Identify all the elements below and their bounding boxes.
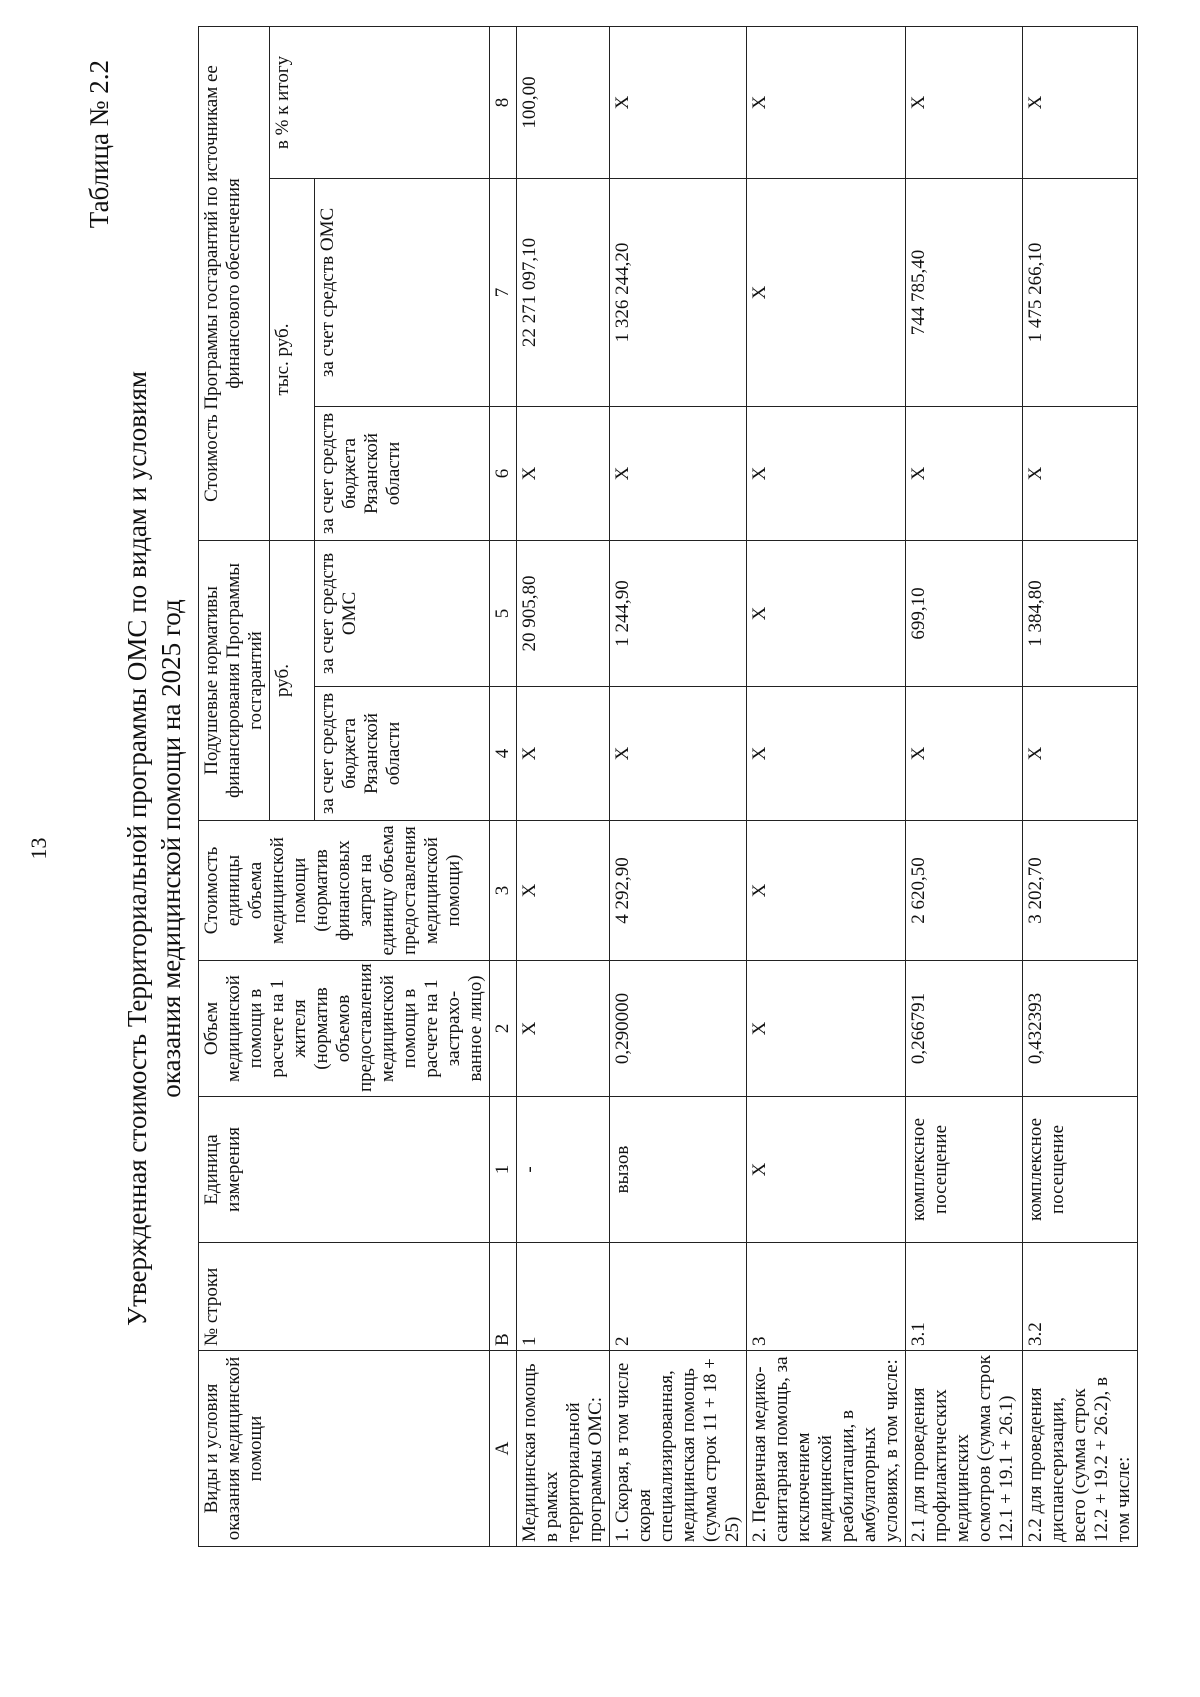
header-col-7: за счет средств ОМС: [315, 179, 490, 407]
row-pc-budget: Х: [906, 687, 1023, 821]
table-label: Таблица № 2.2: [84, 60, 114, 229]
header-col-8: в % к итогу: [270, 27, 490, 179]
row-cost-oms: 1 326 244,20: [610, 179, 747, 407]
row-percent: Х: [610, 27, 747, 179]
row-volume: 0,266791: [906, 961, 1023, 1097]
row-cost-budget: Х: [1023, 407, 1138, 541]
header-col-b: № строки: [199, 1243, 490, 1351]
row-percent: Х: [1023, 27, 1138, 179]
row-cost-oms: 22 271 097,10: [517, 179, 610, 407]
row-percent: Х: [747, 27, 906, 179]
row-name: 1. Скорая, в том числе скорая специализированная, медицинская помощь (сумма строк 11 + 18 + 25): [610, 1351, 747, 1547]
row-unit: комплексное посещение: [1023, 1097, 1138, 1243]
row-unit-cost: Х: [747, 821, 906, 961]
row-line-number: 3: [747, 1243, 906, 1351]
row-pc-budget: Х: [517, 687, 610, 821]
header-col-4: за счет средств бюджета Рязанской области: [315, 687, 490, 821]
row-name: 2.2 для проведения диспансеризации, всего (сумма строк 12.2 + 19.2 + 26.2), в том числе:: [1023, 1351, 1138, 1547]
row-volume: 0,290000: [610, 961, 747, 1097]
row-pc-oms: 20 905,80: [517, 541, 610, 687]
row-name: 2.1 для проведения профилактических медицинских осмотров (сумма строк 12.1 + 19.1 + 26.1): [906, 1351, 1023, 1547]
colnum-4: 4: [490, 687, 517, 821]
cost-table: [198, 26, 1138, 1547]
header-col-a: Виды и условия оказания медицинской помощи: [199, 1351, 490, 1547]
colnum-5: 5: [490, 541, 517, 687]
row-cost-budget: Х: [610, 407, 747, 541]
colnum-7: 7: [490, 179, 517, 407]
row-pc-budget: Х: [1023, 687, 1138, 821]
table-row: [517, 27, 610, 1547]
row-unit: Х: [747, 1097, 906, 1243]
row-line-number: 3.2: [1023, 1243, 1138, 1351]
row-unit: вызов: [610, 1097, 747, 1243]
colnum-2: 2: [490, 961, 517, 1097]
row-cost-oms: 744 785,40: [906, 179, 1023, 407]
colnum-a: А: [490, 1351, 517, 1547]
row-name: Медицинская помощь в рамках территориальной программы ОМС:: [517, 1351, 610, 1547]
header-per-capita-unit: руб.: [270, 541, 315, 821]
colnum-6: 6: [490, 407, 517, 541]
row-line-number: 1: [517, 1243, 610, 1351]
title-line-2: оказания медицинской помощи на 2025 год: [156, 599, 186, 1098]
row-pc-budget: Х: [747, 687, 906, 821]
document-title: [120, 0, 188, 1697]
table-row: [1023, 27, 1138, 1547]
row-volume: 0,432393: [1023, 961, 1138, 1097]
row-unit-cost: Х: [517, 821, 610, 961]
row-cost-oms: 1 475 266,10: [1023, 179, 1138, 407]
row-unit-cost: 4 292,90: [610, 821, 747, 961]
colnum-8: 8: [490, 27, 517, 179]
header-group-cost: Стоимость Программы госгарантий по источникам ее финансового обеспечения: [199, 27, 270, 541]
row-pc-oms: 1 384,80: [1023, 541, 1138, 687]
row-pc-oms: Х: [747, 541, 906, 687]
colnum-b: В: [490, 1243, 517, 1351]
row-cost-budget: Х: [747, 407, 906, 541]
row-cost-oms: Х: [747, 179, 906, 407]
colnum-3: 3: [490, 821, 517, 961]
title-line-1: Утвержденная стоимость Территориальной программы ОМС по видам и условиям: [122, 371, 152, 1326]
row-line-number: 2: [610, 1243, 747, 1351]
row-percent: Х: [906, 27, 1023, 179]
header-col-5: за счет средств ОМС: [315, 541, 490, 687]
table-row: [610, 27, 747, 1547]
row-pc-budget: Х: [610, 687, 747, 821]
row-percent: 100,00: [517, 27, 610, 179]
header-col-3: Стоимость единицы объема медицинской помощи (норматив финансовых затрат на единицу объема предоставления медицинской помощи): [199, 821, 490, 961]
row-unit: -: [517, 1097, 610, 1243]
row-volume: Х: [747, 961, 906, 1097]
colnum-1: 1: [490, 1097, 517, 1243]
row-pc-oms: 1 244,90: [610, 541, 747, 687]
header-cost-unit: тыс. руб.: [270, 179, 315, 541]
row-unit-cost: 2 620,50: [906, 821, 1023, 961]
header-col-2: Объем медицинской помощи в расчете на 1 жителя (норматив объемов предоставления медицинской помощи в расчете на 1 застрахо-ванное лицо): [199, 961, 490, 1097]
header-col-1: Единица измерения: [199, 1097, 490, 1243]
row-cost-budget: Х: [906, 407, 1023, 541]
table-row: [747, 27, 906, 1547]
row-pc-oms: 699,10: [906, 541, 1023, 687]
row-line-number: 3.1: [906, 1243, 1023, 1351]
row-volume: Х: [517, 961, 610, 1097]
column-number-row: [490, 27, 517, 1547]
table-row: [906, 27, 1023, 1547]
row-name: 2. Первичная медико-санитарная помощь, за исключением медицинской реабилитации, в амбулаторных условиях, в том числе:: [747, 1351, 906, 1547]
table-container: [198, 27, 1138, 1547]
header-col-6: за счет средств бюджета Рязанской области: [315, 407, 490, 541]
row-cost-budget: Х: [517, 407, 610, 541]
header-group-per-capita: Подушевые нормативы финансирования Программы госгарантий: [199, 541, 270, 821]
row-unit: комплексное посещение: [906, 1097, 1023, 1243]
page-number: 13: [26, 837, 51, 860]
row-unit-cost: 3 202,70: [1023, 821, 1138, 961]
